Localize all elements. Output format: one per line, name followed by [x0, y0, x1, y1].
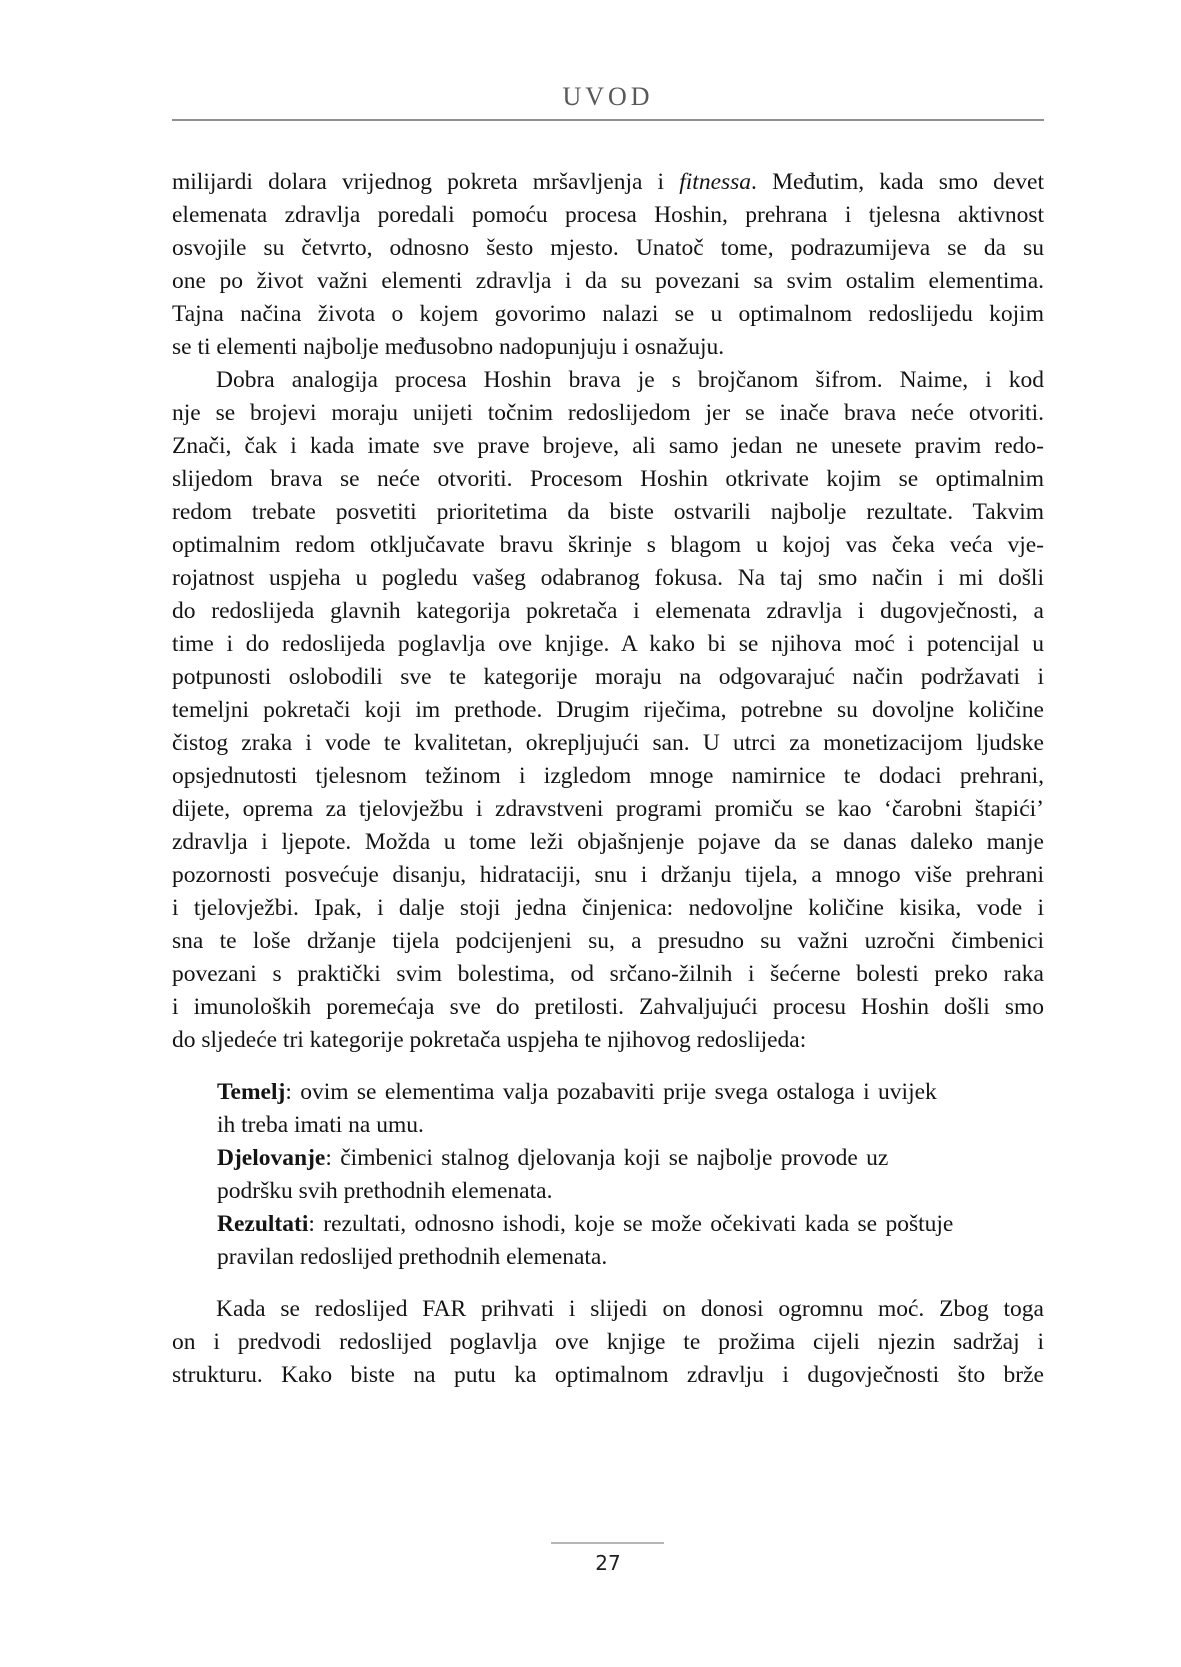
definition-list [172, 1076, 1044, 1274]
text-line [217, 1142, 1016, 1175]
text-line: pozornosti posvećuje disanju, hidrataciji, snu i držanju tijela, a mnogo više prehrani [172, 862, 1044, 888]
list-item [217, 1208, 1016, 1274]
text-segment: : čimbenici stalnog djelovanja koji se najbolje provode uz [325, 1145, 889, 1171]
text-line: i imunoloških poremećaja sve do pretilosti. Zahvaljujući procesu Hoshin došli smo [172, 994, 1044, 1020]
text-line: one po život važni elementi zdravlja i da su povezani sa svim ostalim elementima. [172, 268, 1044, 294]
text-line: elemenata zdravlja poredali pomoću procesa Hoshin, prehrana i tjelesna aktivnost [172, 202, 1044, 228]
header-rule [172, 119, 1044, 121]
text-line: optimalnim redom otključavate bravu škrinje s blagom u kojoj vas čeka veća vje- [172, 532, 1044, 558]
list-term-label: Temelj [217, 1079, 286, 1105]
text-segment: : rezultati, odnosno ishodi, koje se može očekivati kada se poštuje [308, 1211, 954, 1237]
text-line: slijedom brava se neće otvoriti. Procesom Hoshin otkrivate kojim se optimalnim [172, 466, 1044, 492]
text-line: čistog zraka i vode te kvalitetan, okrepljujući san. U utrci za monetizacijom ljudske [172, 730, 1044, 756]
text-line: i tjelovježbi. Ipak, i dalje stoji jedna činjenica: nedovoljne količine kisika, vode i [172, 895, 1044, 921]
text-line [172, 166, 1044, 199]
text-line: do sljedeće tri kategorije pokretača uspjeha te njihovog redoslijeda: [172, 1027, 807, 1053]
text-line: temeljni pokretači koji im prethode. Drugim riječima, potrebne su dovoljne količine [172, 697, 1044, 723]
text-line: rojatnost uspjeha u pogledu vašeg odabranog fokusa. Na taj smo način i mi došli [172, 565, 1044, 591]
text-line: zdravlja i ljepote. Možda u tome leži objašnjenje pojave da se danas daleko manje [172, 829, 1044, 855]
text-line: osvojile su četvrto, odnosno šesto mjesto. Unatoč tome, podrazumijeva se da su [172, 235, 1044, 261]
list-item [217, 1142, 1016, 1208]
page-number: 27 [595, 1551, 621, 1575]
text-line: podršku svih prethodnih elemenata. [217, 1178, 553, 1204]
text-line: povezani s praktički svim bolestima, od srčano-žilnih i šećerne bolesti preko raka [172, 961, 1044, 987]
text-line: ih treba imati na umu. [217, 1112, 424, 1138]
list-term-label: Rezultati [217, 1211, 309, 1237]
paragraph [172, 1293, 1044, 1392]
body-text [172, 166, 1044, 1392]
text-line: sna te loše držanje tijela podcijenjeni su, a presudno su važni uzročni čimbenici [172, 928, 1044, 954]
text-line: se ti elementi najbolje međusobno nadopunjuju i osnažuju. [172, 334, 725, 360]
italic-text: fitnessa [679, 169, 752, 195]
list-item [217, 1076, 1016, 1142]
text-line: time i do redoslijeda poglavlja ove knjige. A kako bi se njihova moć i potencijal u [172, 631, 1044, 657]
paragraph [172, 364, 1044, 1057]
text-line: nje se brojevi moraju unijeti točnim redoslijedom jer se inače brava neće otvoriti. [172, 400, 1044, 426]
paragraph [172, 166, 1044, 364]
text-line: redom trebate posvetiti prioritetima da biste ostvarili najbolje rezultate. Takvim [172, 499, 1044, 525]
text-line: do redoslijeda glavnih kategorija pokretača i elemenata zdravlja i dugovječnosti, a [172, 598, 1044, 624]
text-line: Tajna načina života o kojem govorimo nalazi se u optimalnom redoslijedu kojim [172, 301, 1044, 327]
text-line: Kada se redoslijed FAR prihvati i slijedi on donosi ogromnu moć. Zbog toga [216, 1296, 1044, 1322]
text-line: potpunosti oslobodili sve te kategorije moraju na odgovarajuć način podržavati i [172, 664, 1044, 690]
text-line: dijete, oprema za tjelovježbu i zdravstveni programi promiču se kao ‘čarobni štapići’ [172, 796, 1044, 822]
text-line: Dobra analogija procesa Hoshin brava je s brojčanom šifrom. Naime, i kod [216, 367, 1044, 393]
list-term-label: Djelovanje [217, 1145, 326, 1171]
text-segment: milijardi dolara vrijednog pokreta mršavljenja i [172, 169, 680, 195]
text-line: strukturu. Kako biste na putu ka optimalnom zdravlju i dugovječnosti što brže [172, 1362, 1044, 1388]
text-line: Znači, čak i kada imate sve prave brojeve, ali samo jedan ne unesete pravim redo- [172, 433, 1044, 459]
text-segment: . Međutim, kada smo devet [751, 169, 1044, 195]
text-line: pravilan redoslijed prethodnih elemenata. [217, 1244, 608, 1270]
text-line [217, 1076, 1016, 1109]
text-line [217, 1208, 1016, 1241]
footer-rule [551, 1542, 664, 1544]
text-line: opsjednutosti tjelesnom težinom i izgledom mnoge namirnice te dodaci prehrani, [172, 763, 1044, 789]
text-line: on i predvodi redoslijed poglavlja ove knjige te prožima cijeli njezin sadržaj i [172, 1329, 1044, 1355]
text-segment: : ovim se elementima valja pozabaviti prije svega ostaloga i uvijek [285, 1079, 937, 1105]
running-header-title: UVOD [562, 82, 654, 111]
